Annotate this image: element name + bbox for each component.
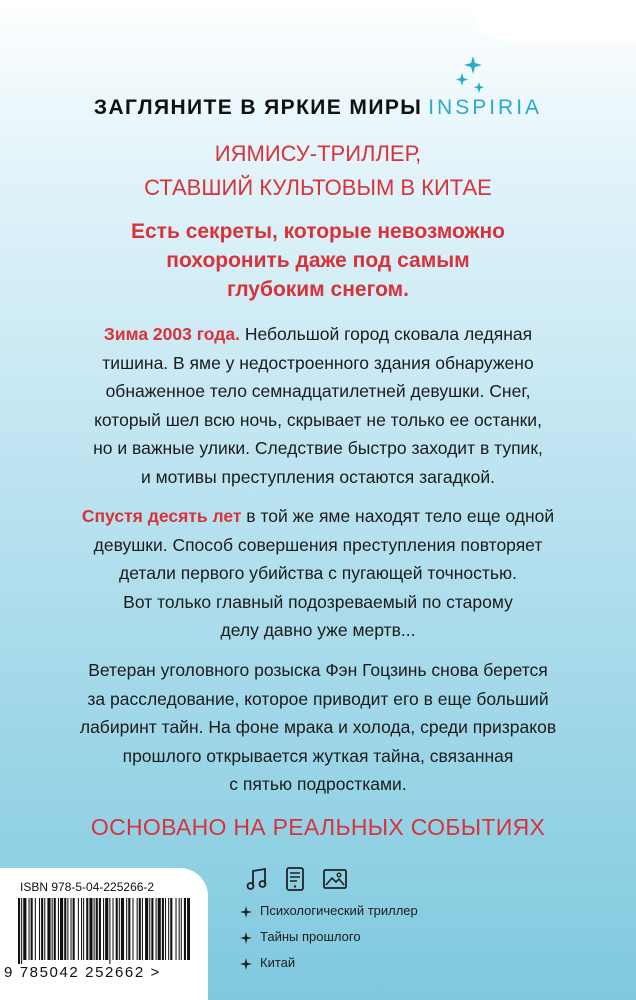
barcode-digits: 9 785042 252662 > bbox=[4, 964, 161, 981]
highlight-text: Зима 2003 года. bbox=[103, 324, 240, 344]
synopsis-paragraph-3 bbox=[50, 656, 586, 799]
highlight-text: Спустя десять лет bbox=[81, 506, 242, 526]
brand-slogan: ЗАГЛЯНИТЕ В ЯРКИЕ МИРЫ bbox=[93, 96, 423, 119]
sparkle-bullet-icon bbox=[240, 932, 252, 944]
top-notch-decoration bbox=[0, 0, 636, 46]
barcode-panel bbox=[0, 868, 208, 1000]
brand-header bbox=[0, 96, 636, 120]
subtitle-line: ИЯМИСУ-ТРИЛЛЕР, bbox=[214, 141, 422, 166]
isbn-number: ISBN 978-5-04-225266-2 bbox=[20, 880, 155, 894]
paragraph-line: прошлого открывается жуткая тайна, связанная bbox=[122, 745, 514, 766]
paragraph-line: который шел всю ночь, скрывает не только ее останки, bbox=[94, 409, 542, 430]
paragraph-line: и мотивы преступления остаются загадкой. bbox=[141, 466, 495, 487]
music-note-icon bbox=[244, 866, 270, 892]
paragraph-line: Спустя десять лет в той же яме находят тело еще одной bbox=[81, 506, 555, 526]
paragraph-line: но и важные улики. Следствие быстро заходит в тупик, bbox=[93, 438, 543, 458]
feature-label: Китай bbox=[260, 955, 296, 970]
paragraph-line: лабиринт тайн. На фоне мрака и холода, среди призраков bbox=[79, 717, 557, 737]
tagline-line: похоронить даже под самым bbox=[166, 249, 470, 272]
feature-label: Тайны прошлого bbox=[260, 929, 361, 944]
paragraph-line: тишина. В яме у недостроенного здания обнаружено bbox=[102, 352, 534, 373]
sparkle-bullet-icon bbox=[240, 906, 252, 918]
tagline-line: Есть секреты, которые невозможно bbox=[130, 220, 506, 243]
ebook-icon bbox=[282, 866, 308, 892]
subtitle-line: СТАВШИЙ КУЛЬТОВЫМ В КИТАЕ bbox=[144, 175, 492, 200]
paragraph-line: за расследование, которое приводит его в еще больший bbox=[87, 688, 549, 709]
paragraph-line: делу давно уже мертв... bbox=[220, 620, 416, 640]
paragraph-line: обнаженное тело семнадцатилетней девушки. Снег, bbox=[105, 381, 531, 401]
tagline-line: глубоким снегом. bbox=[227, 278, 409, 301]
genre-subtitle bbox=[0, 137, 636, 205]
paragraph-line: детали первого убийства с пугающей точностью. bbox=[119, 563, 517, 583]
sparkle-icon bbox=[455, 56, 489, 96]
brand-logo-text: INSPIRIA bbox=[428, 96, 543, 119]
synopsis-paragraph-2 bbox=[50, 502, 586, 645]
feature-label: Психологический триллер bbox=[260, 903, 418, 918]
paragraph-line: Зима 2003 года. Небольшой город сковала ледяная bbox=[103, 324, 533, 344]
list-item bbox=[240, 955, 540, 979]
list-item bbox=[240, 903, 540, 927]
picture-icon bbox=[322, 866, 348, 892]
tagline bbox=[0, 217, 636, 304]
paragraph-line: Вот только главный подозреваемый по старому bbox=[123, 591, 513, 612]
synopsis-paragraph-1 bbox=[50, 320, 586, 491]
paragraph-line: Ветеран уголовного розыска Фэн Гоцзинь снова берется bbox=[88, 660, 548, 680]
sparkle-bullet-icon bbox=[240, 958, 252, 970]
barcode-icon bbox=[18, 898, 190, 964]
paragraph-line: с пятью подростками. bbox=[229, 774, 407, 794]
paragraph-line: девушки. Способ совершения преступления повторяет bbox=[93, 534, 543, 555]
list-item bbox=[240, 929, 540, 953]
based-on-true-events: ОСНОВАНО НА РЕАЛЬНЫХ СОБЫТИЯХ bbox=[90, 814, 546, 840]
